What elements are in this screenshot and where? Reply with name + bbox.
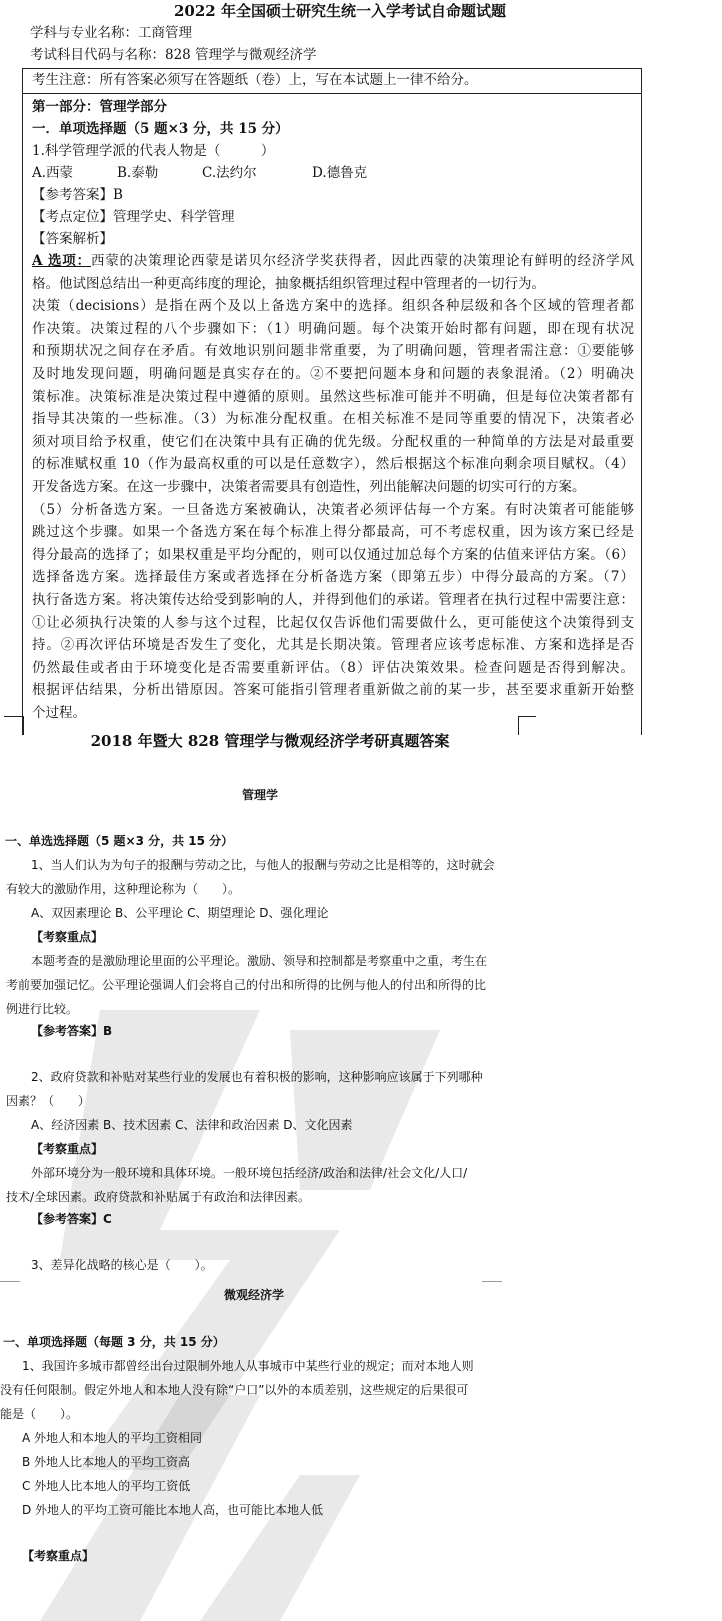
question-text: 1、我国许多城市都曾经出台过限制外地人从事城市中某些行业的规定；而对本地人则 — [22, 1359, 474, 1373]
analysis-line: 的标准赋权重 10（作为最高权重的可以是任意数字），然后根据这个标准向剩余项目赋权。（4） — [32, 456, 634, 473]
analysis-line: 得分最高的选择了；如果权重是平均分配的，则可以仅通过加总每个方案的估值来评估方案。（6） — [32, 546, 634, 563]
question-options: A、双因素理论 B、公平理论 C、期望理论 D、强化理论 — [31, 906, 329, 920]
option-b: B 外地人比本地人的平均工资高 — [22, 1455, 191, 1469]
option-d: D.德鲁克 — [312, 165, 368, 181]
page-divider — [482, 1281, 502, 1282]
analysis-line: 策标准。决策标准是决策过程中遵循的原则。虽然这些标准可能并不明确，但是每位决策者都有 — [32, 388, 634, 405]
section-title: 一、单选选择题（5 题×3 分，共 15 分） — [5, 834, 234, 848]
analysis-line: 根据评估结果，分析出错原因。答案可能指引管理者重新做之前的某一步，甚至要求重新开始整 — [32, 682, 634, 699]
section-title: 一．单项选择题（5 题×3 分，共 15 分） — [32, 121, 289, 137]
question-text: 没有任何限制。假定外地人和本地人没有除“户口”以外的本质差别，这些规定的后果很可 — [0, 1383, 469, 1397]
analysis-line: 决策（decisions）是指在两个及以上备选方案中的选择。组织各种层级和各个区域的管理者都 — [32, 298, 634, 315]
analysis-line: 仍然最佳或者由于环境变化是否需要重新评估。（8）评估决策效果。检查问题是否得到解决。 — [32, 659, 634, 676]
option-d: D 外地人的平均工资可能比本地人高，也可能比本地人低 — [22, 1503, 324, 1517]
question-text: 有较大的激励作用，这种理论称为（ ）。 — [6, 882, 241, 896]
analysis-line: A 选项：西蒙的决策理论西蒙是诺贝尔经济学奖获得者，因此西蒙的决策理论有鲜明的经济学风 — [32, 253, 634, 269]
focus-label: 【考察重点】 — [31, 1142, 104, 1156]
focus-text: 外部环境分为一般环境和具体环境。一般环境包括经济/政治和法律/社会文化/人口/ — [31, 1166, 468, 1180]
exam-notice: 考生注意：所有答案必须写在答题纸（卷）上，写在本试题上一律不给分。 — [23, 69, 641, 94]
question-text: 能是（ ）。 — [0, 1407, 79, 1421]
reference-answer: 【参考答案】C — [31, 1212, 112, 1226]
focus-label: 【考察重点】 — [22, 1549, 95, 1563]
option-b: B.泰勒 — [117, 165, 159, 181]
question-text: 3、差异化战略的核心是（ ）。 — [31, 1258, 213, 1272]
part-title: 第一部分：管理学部分 — [32, 99, 167, 115]
focus-text: 考前要加强记忆。公平理论强调人们会将自己的付出和所得的比例与他人的付出和所得的比 — [6, 978, 487, 992]
page-title: 2022 年全国硕士研究生统一入学考试自命题试题 — [174, 2, 506, 20]
option-a-prefix: A 选项： — [32, 253, 91, 269]
crop-mark — [4, 716, 22, 717]
analysis-line: 指导其决策的一些标准。（3）为标准分配权重。在相关标准不是同等重要的情况下，决策者必 — [32, 411, 634, 428]
crop-mark — [518, 716, 536, 717]
focus-text: 技术/全球因素。政府贷款和补贴属于有政治和法律因素。 — [6, 1190, 311, 1204]
page-divider — [0, 1281, 20, 1282]
option-c: C.法约尔 — [202, 165, 257, 181]
section-title: 一、单项选择题（每题 3 分，共 15 分） — [3, 1335, 225, 1349]
page-title: 2018 年暨大 828 管理学与微观经济学考研真题答案 — [90, 732, 450, 750]
analysis-line: ①让必须执行决策的人参与这个过程，比起仅仅告诉他们需要做什么，更可能使这个决策得到支 — [32, 614, 634, 631]
section-heading-management: 管理学 — [242, 788, 279, 802]
exam-point: 【考点定位】管理学史、科学管理 — [32, 209, 235, 225]
question-text: 1、当人们认为为句子的报酬与劳动之比，与他人的报酬与劳动之比是相等的，这时就会 — [31, 858, 495, 872]
analysis-line: 开发备选方案。在这一步骤中，决策者需要具有创造性，列出能解决问题的切实可行的方案。 — [32, 479, 586, 495]
option-c: C 外地人比本地人的平均工资低 — [22, 1479, 191, 1493]
focus-label: 【考察重点】 — [31, 930, 104, 944]
analysis-line: 持。②再次评估环境是否发生了变化，尤其是长期决策。管理者应该考虑标准、方案和选择是否 — [32, 637, 634, 654]
question-options: A、经济因素 B、技术因素 C、法律和政治因素 D、文化因素 — [31, 1118, 353, 1132]
reference-answer: 【参考答案】B — [31, 1024, 113, 1038]
section-heading-micro: 微观经济学 — [224, 1288, 285, 1302]
question-text: 因素？（ ） — [6, 1094, 91, 1108]
analysis-line: 作决策。决策过程的八个步骤如下：（1）明确问题。每个决策开始时都有问题，即在现有状况 — [32, 320, 634, 337]
analysis-line: 执行备选方案。将决策传达给受到影响的人，并得到他们的承诺。管理者在执行过程中需要注意： — [32, 592, 634, 608]
course-code-line: 考试科目代码与名称：828 管理学与微观经济学 — [30, 47, 317, 63]
focus-text: 例进行比较。 — [6, 1002, 79, 1016]
analysis-label: 【答案解析】 — [32, 231, 113, 247]
analysis-line: 个过程。 — [32, 705, 86, 721]
analysis-line: （5）分析备选方案。一旦备选方案被确认，决策者必须评估每一个方案。有时决策者可能能够 — [32, 501, 634, 518]
reference-answer: 【参考答案】B — [32, 187, 123, 203]
exam-page-2022 — [0, 0, 722, 735]
subject-line: 学科与专业名称：工商管理 — [30, 25, 192, 41]
question-text: 2、政府贷款和补贴对某些行业的发展也有着积极的影响，这种影响应该属于下列哪种 — [31, 1070, 483, 1084]
analysis-line: 和预期状况之间存在矛盾。有效地识别问题非常重要，为了明确问题，管理者需注意：①要能够 — [32, 343, 634, 360]
question-box — [22, 68, 642, 735]
option-a: A.西蒙 — [32, 165, 74, 181]
focus-text: 本题考查的是激励理论里面的公平理论。激励、领导和控制都是考察重中之重，考生在 — [31, 954, 488, 968]
analysis-line: 跳过这个步骤。如果一个备选方案在每个标准上得分都最高，可不考虑权重，因为该方案已经是 — [32, 524, 634, 541]
option-a: A 外地人和本地人的平均工资相同 — [22, 1431, 203, 1445]
answer-page-2018 — [0, 732, 722, 1621]
question-1-options — [32, 162, 634, 185]
question-1-stem: 1.科学管理学派的代表人物是（ ） — [32, 143, 275, 159]
analysis-line: 格。他试图总结出一种更高纬度的理论，抽象概括组织管理过程中管理者的一切行为。 — [32, 275, 545, 292]
analysis-line: 选择备选方案。选择最佳方案或者选择在分析备选方案（即第五步）中得分最高的方案。（7） — [32, 569, 634, 586]
analysis-line: 须对项目给予权重，使它们在决策中具有正确的优先级。分配权重的一种简单的方法是对最重要 — [32, 433, 634, 450]
analysis-line: 及时地发现问题，明确问题是真实存在的。②不要把问题本身和问题的表象混淆。（2）明确决 — [32, 366, 634, 382]
